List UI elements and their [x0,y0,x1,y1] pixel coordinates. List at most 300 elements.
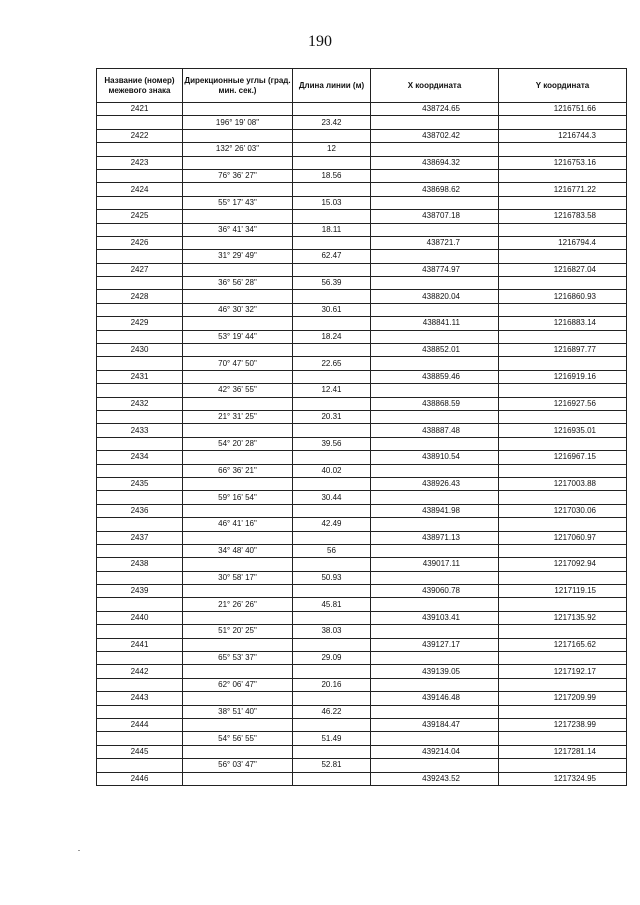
table-row-segment [97,303,627,316]
table-row-segment [97,598,627,611]
empty-cell [97,759,183,772]
point-name: 2421 [97,103,183,116]
point-name: 2423 [97,156,183,169]
empty-cell [293,263,371,276]
empty-cell [183,638,293,651]
x-coordinate: 439127.17 [371,638,499,651]
empty-cell [97,678,183,691]
y-coordinate: 1217119.15 [499,585,627,598]
y-coordinate: 1217192.17 [499,665,627,678]
line-length: 50.93 [293,571,371,584]
empty-cell [183,290,293,303]
empty-cell [499,437,627,450]
table-row-point [97,611,627,624]
empty-cell [97,116,183,129]
empty-cell [499,705,627,718]
empty-cell [97,223,183,236]
table-row-segment [97,330,627,343]
line-length: 38.03 [293,625,371,638]
direction-angle: 132° 26' 03" [183,143,293,156]
line-length: 30.61 [293,303,371,316]
direction-angle: 62° 06' 47" [183,678,293,691]
table-row-segment [97,625,627,638]
empty-cell [97,652,183,665]
empty-cell [499,116,627,129]
line-length: 22.65 [293,357,371,370]
table-row-point [97,183,627,196]
x-coordinate: 438721.7 [371,236,499,249]
empty-cell [183,772,293,785]
line-length: 30.44 [293,491,371,504]
x-coordinate: 438698.62 [371,183,499,196]
empty-cell [293,638,371,651]
empty-cell [183,692,293,705]
table-row-segment [97,196,627,209]
line-length: 62.47 [293,250,371,263]
empty-cell [183,156,293,169]
y-coordinate: 1216827.04 [499,263,627,276]
x-coordinate: 439139.05 [371,665,499,678]
x-coordinate: 438971.13 [371,531,499,544]
x-coordinate: 439184.47 [371,718,499,731]
empty-cell [183,611,293,624]
x-coordinate: 438694.32 [371,156,499,169]
table-row-segment [97,464,627,477]
x-coordinate: 438926.43 [371,477,499,490]
point-name: 2434 [97,451,183,464]
line-length: 29.09 [293,652,371,665]
table-row-segment [97,732,627,745]
empty-cell [293,585,371,598]
y-coordinate: 1216771.22 [499,183,627,196]
point-name: 2440 [97,611,183,624]
x-coordinate: 438859.46 [371,370,499,383]
page-number: 190 [308,33,332,50]
table-row-point [97,424,627,437]
empty-cell [499,169,627,182]
point-name: 2429 [97,317,183,330]
empty-cell [371,410,499,423]
point-name: 2436 [97,504,183,517]
line-length: 56 [293,544,371,557]
empty-cell [183,317,293,330]
y-coordinate: 1217238.99 [499,718,627,731]
direction-angle: 46° 30' 32" [183,303,293,316]
empty-cell [293,745,371,758]
empty-cell [293,103,371,116]
direction-angle: 59° 16' 54" [183,491,293,504]
point-name: 2422 [97,129,183,142]
empty-cell [499,277,627,290]
empty-cell [371,357,499,370]
empty-cell [371,384,499,397]
y-coordinate: 1216883.14 [499,317,627,330]
empty-cell [499,357,627,370]
empty-cell [293,692,371,705]
x-coordinate: 439060.78 [371,585,499,598]
empty-cell [97,437,183,450]
point-name: 2439 [97,585,183,598]
empty-cell [183,424,293,437]
empty-cell [499,303,627,316]
empty-cell [183,210,293,223]
line-length: 20.31 [293,410,371,423]
header-x: X координата [371,69,499,103]
point-name: 2426 [97,236,183,249]
table-row-point [97,558,627,571]
empty-cell [293,236,371,249]
y-coordinate: 1217324.95 [499,772,627,785]
empty-cell [183,451,293,464]
y-coordinate: 1217209.99 [499,692,627,705]
empty-cell [183,531,293,544]
table-row-point [97,477,627,490]
line-length: 20.16 [293,678,371,691]
empty-cell [371,143,499,156]
point-name: 2442 [97,665,183,678]
direction-angle: 65° 53' 37" [183,652,293,665]
empty-cell [371,598,499,611]
empty-cell [371,652,499,665]
line-length: 15.03 [293,196,371,209]
empty-cell [97,303,183,316]
y-coordinate: 1217092.94 [499,558,627,571]
empty-cell [293,424,371,437]
empty-cell [183,397,293,410]
line-length: 18.24 [293,330,371,343]
y-coordinate: 1217030.06 [499,504,627,517]
table-row-segment [97,357,627,370]
x-coordinate: 438774.97 [371,263,499,276]
table-header-row [97,69,627,103]
x-coordinate: 439214.04 [371,745,499,758]
table-row-point [97,370,627,383]
x-coordinate: 438820.04 [371,290,499,303]
empty-cell [97,330,183,343]
point-name: 2430 [97,344,183,357]
table-row-segment [97,250,627,263]
direction-angle: 66° 36' 21" [183,464,293,477]
y-coordinate: 1216927.56 [499,397,627,410]
line-length: 12 [293,143,371,156]
empty-cell [499,384,627,397]
direction-angle: 76° 36' 27" [183,169,293,182]
empty-cell [371,303,499,316]
empty-cell [97,250,183,263]
line-length: 12.41 [293,384,371,397]
table-row-point [97,317,627,330]
empty-cell [371,544,499,557]
y-coordinate: 1216744.3 [499,129,627,142]
y-coordinate: 1217281.14 [499,745,627,758]
table-row-segment [97,143,627,156]
line-length: 46.22 [293,705,371,718]
x-coordinate: 438910.54 [371,451,499,464]
empty-cell [499,250,627,263]
empty-cell [499,598,627,611]
table-row-segment [97,223,627,236]
point-name: 2433 [97,424,183,437]
table-row-segment [97,544,627,557]
empty-cell [499,544,627,557]
empty-cell [97,544,183,557]
table-row-segment [97,437,627,450]
empty-cell [371,250,499,263]
empty-cell [183,236,293,249]
empty-cell [371,169,499,182]
table-row-point [97,129,627,142]
empty-cell [97,410,183,423]
table-row-segment [97,652,627,665]
empty-cell [293,451,371,464]
empty-cell [293,772,371,785]
empty-cell [293,477,371,490]
empty-cell [371,491,499,504]
empty-cell [293,531,371,544]
empty-cell [97,732,183,745]
empty-cell [499,491,627,504]
empty-cell [371,437,499,450]
direction-angle: 54° 20' 28" [183,437,293,450]
direction-angle: 30° 58' 17" [183,571,293,584]
x-coordinate: 439243.52 [371,772,499,785]
empty-cell [293,183,371,196]
empty-cell [499,330,627,343]
empty-cell [371,464,499,477]
y-coordinate: 1216783.58 [499,210,627,223]
direction-angle: 196° 19' 08" [183,116,293,129]
point-name: 2432 [97,397,183,410]
y-coordinate: 1216967.15 [499,451,627,464]
empty-cell [499,410,627,423]
y-coordinate: 1216919.16 [499,370,627,383]
x-coordinate: 438724.65 [371,103,499,116]
line-length: 42.49 [293,518,371,531]
x-coordinate: 438852.01 [371,344,499,357]
empty-cell [499,678,627,691]
y-coordinate: 1216897.77 [499,344,627,357]
empty-cell [499,625,627,638]
table-row-point [97,531,627,544]
direction-angle: 21° 26' 26" [183,598,293,611]
table-row-point [97,692,627,705]
empty-cell [97,169,183,182]
point-name: 2438 [97,558,183,571]
table-row-point [97,103,627,116]
table-row-point [97,397,627,410]
point-name: 2431 [97,370,183,383]
y-coordinate: 1217003.88 [499,477,627,490]
y-coordinate: 1216751.66 [499,103,627,116]
table-row-point [97,451,627,464]
empty-cell [371,732,499,745]
empty-cell [183,370,293,383]
empty-cell [293,611,371,624]
y-coordinate: 1216860.93 [499,290,627,303]
empty-cell [499,759,627,772]
empty-cell [183,558,293,571]
point-name: 2444 [97,718,183,731]
empty-cell [97,277,183,290]
empty-cell [183,183,293,196]
table-row-segment [97,571,627,584]
line-length: 51.49 [293,732,371,745]
empty-cell [499,652,627,665]
line-length: 52.81 [293,759,371,772]
point-name: 2445 [97,745,183,758]
x-coordinate: 438702.42 [371,129,499,142]
direction-angle: 36° 56' 28" [183,277,293,290]
empty-cell [499,518,627,531]
table-row-segment [97,410,627,423]
header-length: Длина линии (м) [293,69,371,103]
point-name: 2437 [97,531,183,544]
empty-cell [371,678,499,691]
table-row-segment [97,277,627,290]
point-name: 2425 [97,210,183,223]
empty-cell [97,143,183,156]
direction-angle: 46° 41' 16" [183,518,293,531]
empty-cell [371,705,499,718]
x-coordinate: 438868.59 [371,397,499,410]
empty-cell [293,397,371,410]
x-coordinate: 438841.11 [371,317,499,330]
empty-cell [183,129,293,142]
x-coordinate: 439017.11 [371,558,499,571]
x-coordinate: 439146.48 [371,692,499,705]
direction-angle: 51° 20' 25" [183,625,293,638]
coordinates-table [96,68,627,786]
x-coordinate: 438887.48 [371,424,499,437]
y-coordinate: 1216753.16 [499,156,627,169]
empty-cell [293,504,371,517]
table-row-point [97,745,627,758]
direction-angle: 55° 17' 43" [183,196,293,209]
table-row-point [97,585,627,598]
empty-cell [293,344,371,357]
empty-cell [371,330,499,343]
table-row-point [97,638,627,651]
y-coordinate: 1216794.4 [499,236,627,249]
empty-cell [97,598,183,611]
table-row-point [97,290,627,303]
empty-cell [371,518,499,531]
y-coordinate: 1216935.01 [499,424,627,437]
empty-cell [499,196,627,209]
header-name: Название (номер) межевого знака [97,69,183,103]
empty-cell [371,571,499,584]
empty-cell [371,625,499,638]
empty-cell [97,571,183,584]
empty-cell [371,223,499,236]
y-coordinate: 1217060.97 [499,531,627,544]
table-row-segment [97,491,627,504]
empty-cell [97,625,183,638]
empty-cell [183,477,293,490]
empty-cell [371,759,499,772]
empty-cell [183,103,293,116]
table-row-point [97,263,627,276]
table-row-segment [97,678,627,691]
direction-angle: 70° 47' 50" [183,357,293,370]
direction-angle: 42° 36' 55" [183,384,293,397]
line-length: 18.56 [293,169,371,182]
direction-angle: 21° 31' 25" [183,410,293,423]
table-row-segment [97,759,627,772]
header-angle: Дирекционные углы (град. мин. сек.) [183,69,293,103]
empty-cell [293,210,371,223]
empty-cell [183,718,293,731]
empty-cell [293,290,371,303]
point-name: 2443 [97,692,183,705]
x-coordinate: 438707.18 [371,210,499,223]
empty-cell [293,129,371,142]
empty-cell [183,263,293,276]
empty-cell [371,196,499,209]
line-length: 45.81 [293,598,371,611]
empty-cell [183,585,293,598]
empty-cell [293,665,371,678]
empty-cell [97,518,183,531]
empty-cell [97,705,183,718]
empty-cell [183,344,293,357]
header-y: Y координата [499,69,627,103]
table-row-point [97,236,627,249]
empty-cell [97,491,183,504]
scan-artifact [78,850,80,851]
direction-angle: 53° 19' 44" [183,330,293,343]
empty-cell [293,718,371,731]
empty-cell [293,558,371,571]
table-body [97,103,627,786]
table-row-point [97,156,627,169]
empty-cell [293,156,371,169]
empty-cell [293,370,371,383]
y-coordinate: 1217165.62 [499,638,627,651]
y-coordinate: 1217135.92 [499,611,627,624]
empty-cell [499,143,627,156]
direction-angle: 38° 51' 40" [183,705,293,718]
line-length: 40.02 [293,464,371,477]
line-length: 39.56 [293,437,371,450]
direction-angle: 36° 41' 34" [183,223,293,236]
table-row-segment [97,384,627,397]
empty-cell [371,116,499,129]
point-name: 2424 [97,183,183,196]
empty-cell [499,571,627,584]
direction-angle: 34° 48' 40" [183,544,293,557]
table-row-point [97,718,627,731]
empty-cell [183,504,293,517]
empty-cell [183,745,293,758]
point-name: 2427 [97,263,183,276]
empty-cell [97,196,183,209]
point-name: 2428 [97,290,183,303]
table-row-segment [97,518,627,531]
empty-cell [371,277,499,290]
x-coordinate: 439103.41 [371,611,499,624]
line-length: 18.11 [293,223,371,236]
x-coordinate: 438941.98 [371,504,499,517]
table-row-point [97,665,627,678]
table-row-point [97,504,627,517]
table-row-point [97,210,627,223]
empty-cell [183,665,293,678]
empty-cell [97,464,183,477]
table-row-segment [97,169,627,182]
table-row-segment [97,705,627,718]
empty-cell [499,464,627,477]
